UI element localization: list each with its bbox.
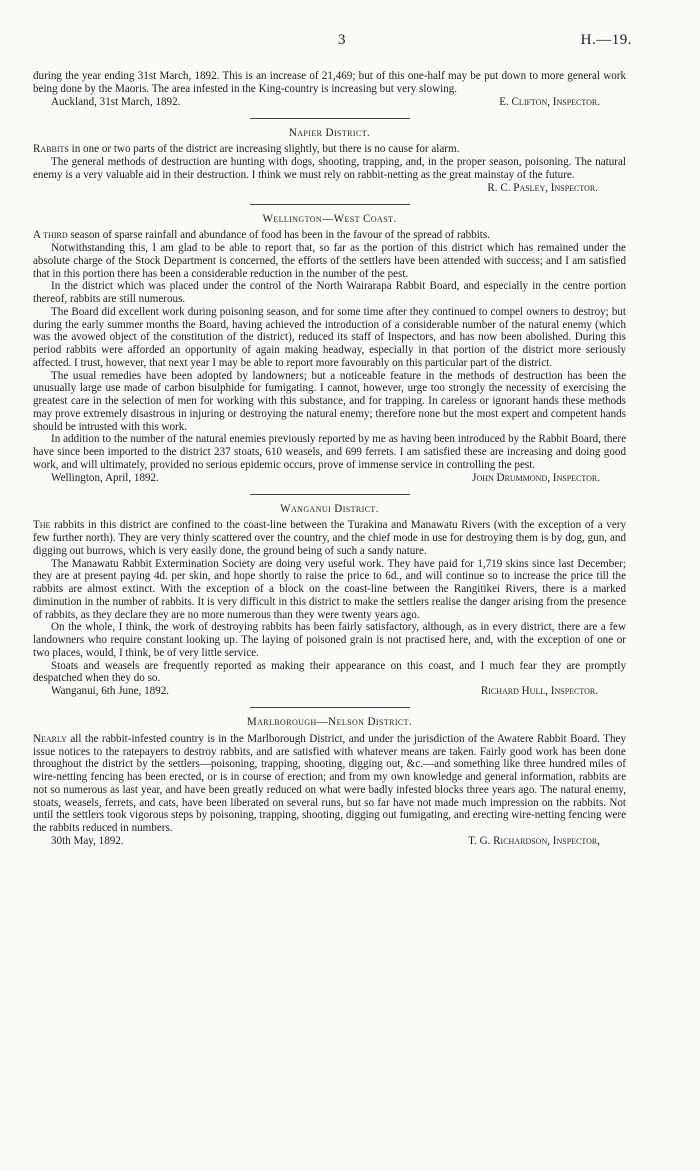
wellington-place-date: Wellington, April, 1892.	[51, 471, 159, 484]
wanganui-text-1: rabbits in this district are confined to the coast-line between the Turakina and Manawatu Rivers (with the exception of a very few further north). They are very thinly scattered over the country, and the chief mode in use for destroying them is by dog, gun, and digging out burrows, which is very easily done, the ground being of such a sandy nature.	[33, 519, 627, 557]
wanganui-paragraph-2: The Manawatu Rabbit Extermination Society are doing very useful work. They have paid for 1,719 skins since last December; they are at present paying 4d. per skin, and hope shortly to raise the price to 6d., and will continue so to increase the price till the rabbits are almost extinct. With the exception of a block on the coast-line between the Rangitikei Rivers, there is a marked diminution in the number of rabbits. It is very difficult in this district to make the settlers realise the danger arising from the presence of rabbits, as they declare they are no more numerous than they were twenty years ago.	[33, 557, 626, 621]
wellington-paragraph-2: Notwithstanding this, I am glad to be able to report that, so far as the portion of this district which has remained under the absolute charge of the Stock Department is concerned, the efforts of the settlers have been attended with success; and I am satisfied that in this portion there has been a considerable reduction in the number of the pest.	[33, 242, 626, 280]
napier-text-1: in one or two parts of the district are increasing slightly, but there is no cause for alarm.	[71, 143, 460, 156]
wellington-text-1: season of sparse rainfall and abundance of food has been in the favour of the spread of rabbits.	[70, 229, 490, 242]
wellington-signature: John Drummond, Inspector.	[472, 471, 600, 484]
wellington-lead: A third	[33, 229, 68, 242]
wellington-signature-line	[51, 472, 626, 485]
auckland-signature: E. Clifton, Inspector.	[499, 95, 600, 108]
napier-lead: Rabbits	[33, 143, 69, 156]
section-divider	[250, 494, 410, 495]
wanganui-paragraph-4: Stoats and weasels are frequently reported as making their appearance on this coast, and I much fear they are promptly despatched when they do so.	[33, 659, 626, 685]
wanganui-paragraph-3: On the whole, I think, the work of destroying rabbits has been fairly satisfactory, although, as in every district, there are a few landowners who require constant looking up. The laying of poisoned grain is not practised here, and, with the exception of one or two places, would, I think, be of very little service.	[33, 621, 626, 659]
marlborough-place-date: 30th May, 1892.	[51, 834, 124, 847]
wanganui-signature-line	[51, 685, 626, 698]
wellington-heading: Wellington—West Coast.	[262, 212, 397, 225]
wanganui-paragraph-1	[33, 519, 626, 557]
napier-paragraph-2: The general methods of destruction are hunting with dogs, shooting, trapping, and, in the proper season, poisoning. The natural enemy is a very valuable aid in their destruction. I think we must rely on rabbit-netting as the great mainstay of the future.	[33, 156, 626, 181]
auckland-place-date: Auckland, 31st March, 1892.	[51, 95, 181, 108]
page-body	[33, 70, 626, 848]
page-number: 3	[338, 32, 346, 48]
marlborough-paragraph-1	[33, 733, 626, 835]
napier-heading: Napier District.	[288, 126, 371, 139]
marlborough-text-1: all the rabbit-infested country is in the Marlborough District, and under the jurisdiction of the Awatere Rabbit Board. They issue notices to the ratepayers to destroy rabbits, and are satisfied with whatever means are taken. Fairly good work has been done throughout the district by the settlers—poisoning, trapping, shooting, digging out, &c.—and something like three hundred miles of wire-netting fencing has been erected, or is in course of erection; and from my own knowledge and general information, rabbits are not so numerous as last year, and have been greatly reduced on what were badly infested blocks three years ago. The natural enemy, stoats, weasels, ferrets, and cats, have been liberated on several runs, but so far have not made much impression on the rabbits. Not until the settlers took vigorous steps by poisoning, trapping, shooting, digging out fumigating, and erecting wire-netting fencing were the rabbits reduced in numbers.	[33, 732, 626, 834]
page-header	[0, 34, 700, 54]
auckland-signature-line	[51, 96, 626, 109]
marlborough-lead: Nearly	[33, 732, 67, 745]
section-divider	[250, 118, 410, 119]
marlborough-signature-line	[51, 835, 626, 848]
napier-signature: R. C. Pasley, Inspector.	[487, 181, 598, 194]
section-divider	[250, 707, 410, 708]
section-divider	[250, 204, 410, 205]
wanganui-place-date: Wanganui, 6th June, 1892.	[51, 685, 170, 697]
wellington-paragraph-1	[33, 229, 626, 242]
document-code: H.—19.	[580, 32, 632, 48]
wellington-paragraph-6: In addition to the number of the natural enemies previously reported by me as having been introduced by the Rabbit Board, there have since been imported to the district 237 stoats, 610 weasels, and 699 ferrets. I am satisfied these are increasing and doing good work, and will ultimately, provided no serious epidemic occurs, prove of immense service in controlling the pest.	[33, 433, 626, 471]
wellington-paragraph-5: The usual remedies have been adopted by landowners; but a noticeable feature in the methods of destruction has been the unusually large use made of carbon bisulphide for fumigating. I cannot, however, urge too strongly the necessity of exercising the greatest care in the selection of men for working with this substance, and for trapping. In careless or ignorant hands these methods may prove extremely disastrous in injuring or destroying the natural enemy; therefore none but the most expert and competent hands should be intrusted with this work.	[33, 369, 626, 433]
marlborough-signature: T. G. Richardson, Inspector,	[468, 834, 600, 847]
wellington-paragraph-3: In the district which was placed under the control of the North Wairarapa Rabbit Board, and especially in the centre portion thereof, rabbits are still numerous.	[33, 280, 626, 305]
napier-paragraph-1	[33, 143, 626, 156]
wanganui-lead: The	[33, 519, 51, 532]
wellington-paragraph-4: The Board did excellent work during poisoning season, and for some time after they continued to compel owners to destroy; but during the early summer months the Board, having achieved the introduction of a considerable number of the natural enemy (which was the avowed object of the constitution of the district), reduced its staff of Inspectors, and has now been abolished. During this period rabbits were afforded an opportunity of again making headway, especially in that portion of the district more seriously affected. I trust, however, that next year I may be able to report more favourably on this particular part of the district.	[33, 305, 626, 369]
intro-paragraph: during the year ending 31st March, 1892. This is an increase of 21,469; but of this one-half may be put down to more general work being done by the Maoris. The area infested in the King-country is increasing but very slowing.	[33, 70, 626, 95]
wanganui-heading: Wanganui District.	[280, 502, 379, 515]
wanganui-signature: Richard Hull, Inspector.	[480, 685, 598, 697]
napier-signature-line	[51, 182, 626, 195]
marlborough-heading: Marlborough—Nelson District.	[246, 716, 413, 728]
